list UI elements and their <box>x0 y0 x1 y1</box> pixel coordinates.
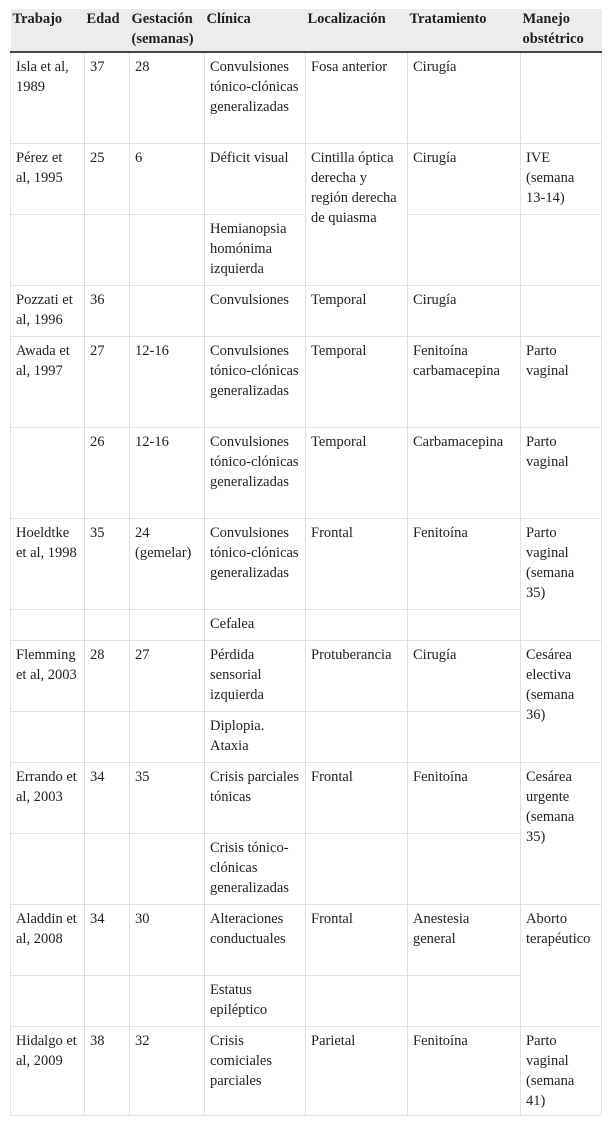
cell-gestacion <box>130 214 205 285</box>
cell-localizacion: Temporal <box>306 285 408 336</box>
cell-gestacion <box>130 975 205 1026</box>
cell-localizacion: Temporal <box>306 336 408 427</box>
cell-manejo: IVE (semana 13-14) <box>521 143 602 214</box>
cell-gestacion <box>130 285 205 336</box>
cell-gestacion: 12-16 <box>130 336 205 427</box>
cell-edad: 25 <box>85 143 130 214</box>
cell-trabajo: Pozzati et al, 1996 <box>11 285 85 336</box>
cell-tratamiento <box>408 711 521 762</box>
cell-trabajo: Aladdin et al, 2008 <box>11 904 85 975</box>
cell-tratamiento: Carbamacepina <box>408 427 521 518</box>
header-clinica: Clínica <box>205 9 306 52</box>
cell-manejo <box>521 285 602 336</box>
cell-tratamiento: Cirugía <box>408 143 521 214</box>
cell-gestacion <box>130 711 205 762</box>
cell-edad: 28 <box>85 640 130 711</box>
cell-trabajo <box>11 833 85 904</box>
cell-trabajo: Isla et al, 1989 <box>11 52 85 143</box>
cell-edad <box>85 711 130 762</box>
cell-tratamiento <box>408 609 521 640</box>
table-row <box>11 518 602 609</box>
cell-tratamiento: Cirugía <box>408 285 521 336</box>
cell-manejo <box>521 214 602 285</box>
cell-trabajo: Errando et al, 2003 <box>11 762 85 833</box>
cell-gestacion: 24 (gemelar) <box>130 518 205 609</box>
cell-gestacion: 35 <box>130 762 205 833</box>
cell-manejo: Cesárea electiva (semana 36) <box>521 640 602 762</box>
cell-trabajo: Hidalgo et al, 2009 <box>11 1026 85 1115</box>
cell-localizacion <box>306 609 408 640</box>
cell-manejo: Parto vaginal (semana 35) <box>521 518 602 640</box>
cell-localizacion: Cintilla óptica derecha y región derecha de quiasma <box>306 143 408 285</box>
table-row <box>11 285 602 336</box>
cell-clinica: Déficit visual <box>205 143 306 214</box>
cell-manejo: Aborto terapéutico <box>521 904 602 1026</box>
table-row <box>11 833 602 904</box>
cell-edad <box>85 975 130 1026</box>
cell-tratamiento: Fenitoína <box>408 762 521 833</box>
cell-manejo: Cesárea urgente (semana 35) <box>521 762 602 904</box>
cell-tratamiento: Cirugía <box>408 640 521 711</box>
cell-tratamiento: Fenitoína carbamacepina <box>408 336 521 427</box>
table-row <box>11 609 602 640</box>
cell-manejo <box>521 52 602 143</box>
cell-trabajo <box>11 214 85 285</box>
cell-localizacion <box>306 833 408 904</box>
table-row <box>11 975 602 1026</box>
case-table <box>10 9 602 1116</box>
cell-clinica: Estatus epiléptico <box>205 975 306 1026</box>
cell-clinica: Hemianopsia homónima izquierda <box>205 214 306 285</box>
cell-trabajo <box>11 427 85 518</box>
cell-localizacion: Frontal <box>306 904 408 975</box>
cell-edad: 34 <box>85 904 130 975</box>
cell-edad: 36 <box>85 285 130 336</box>
cell-localizacion: Frontal <box>306 518 408 609</box>
cell-clinica: Convulsiones tónico-clónicas generalizadas <box>205 336 306 427</box>
cell-edad: 35 <box>85 518 130 609</box>
cell-manejo: Parto vaginal (semana 41) <box>521 1026 602 1115</box>
cell-localizacion: Parietal <box>306 1026 408 1115</box>
cell-clinica: Crisis comiciales parciales <box>205 1026 306 1115</box>
header-tratamiento: Tratamiento <box>408 9 521 52</box>
cell-tratamiento: Fenitoína <box>408 518 521 609</box>
cell-manejo: Parto vaginal <box>521 336 602 427</box>
header-row <box>11 9 602 52</box>
cell-trabajo <box>11 609 85 640</box>
table-row <box>11 711 602 762</box>
cell-trabajo: Hoeldtke et al, 1998 <box>11 518 85 609</box>
cell-edad: 34 <box>85 762 130 833</box>
header-gestacion: Gestación (semanas) <box>130 9 205 52</box>
header-localizacion: Localización <box>306 9 408 52</box>
cell-gestacion: 30 <box>130 904 205 975</box>
cell-tratamiento <box>408 975 521 1026</box>
cell-edad: 27 <box>85 336 130 427</box>
table-row <box>11 904 602 975</box>
cell-tratamiento <box>408 214 521 285</box>
header-trabajo: Trabajo <box>11 9 85 52</box>
cell-clinica: Convulsiones <box>205 285 306 336</box>
cell-clinica: Convulsiones tónico-clónicas generalizadas <box>205 427 306 518</box>
cell-trabajo: Pérez et al, 1995 <box>11 143 85 214</box>
cell-gestacion: 32 <box>130 1026 205 1115</box>
cell-clinica: Alteraciones conductuales <box>205 904 306 975</box>
cell-edad: 26 <box>85 427 130 518</box>
header-edad: Edad <box>85 9 130 52</box>
cell-localizacion: Frontal <box>306 762 408 833</box>
cell-clinica: Convulsiones tónico-clónicas generalizadas <box>205 518 306 609</box>
cell-clinica: Diplopia. Ataxia <box>205 711 306 762</box>
cell-localizacion <box>306 975 408 1026</box>
cell-gestacion: 12-16 <box>130 427 205 518</box>
cell-localizacion: Temporal <box>306 427 408 518</box>
cell-gestacion: 6 <box>130 143 205 214</box>
cell-clinica: Cefalea <box>205 609 306 640</box>
cell-gestacion: 28 <box>130 52 205 143</box>
cell-clinica: Crisis tónico-clónicas generalizadas <box>205 833 306 904</box>
table-row <box>11 143 602 214</box>
cell-edad <box>85 609 130 640</box>
cell-manejo: Parto vaginal <box>521 427 602 518</box>
cell-clinica: Crisis parciales tónicas <box>205 762 306 833</box>
table-row <box>11 640 602 711</box>
table-row <box>11 52 602 143</box>
table-row <box>11 1026 602 1115</box>
header-manejo: Manejo obstétrico <box>521 9 602 52</box>
cell-gestacion <box>130 609 205 640</box>
cell-edad <box>85 214 130 285</box>
cell-edad: 37 <box>85 52 130 143</box>
cell-tratamiento: Anestesia general <box>408 904 521 975</box>
table-row <box>11 762 602 833</box>
cell-clinica: Convulsiones tónico-clónicas generalizadas <box>205 52 306 143</box>
cell-trabajo <box>11 711 85 762</box>
case-table-container <box>10 9 601 1116</box>
cell-trabajo: Flemming et al, 2003 <box>11 640 85 711</box>
cell-tratamiento <box>408 833 521 904</box>
cell-gestacion <box>130 833 205 904</box>
table-row <box>11 427 602 518</box>
cell-tratamiento: Cirugía <box>408 52 521 143</box>
cell-localizacion: Protuberancia <box>306 640 408 711</box>
cell-clinica: Pérdida sensorial izquierda <box>205 640 306 711</box>
cell-edad <box>85 833 130 904</box>
table-row <box>11 336 602 427</box>
cell-trabajo: Awada et al, 1997 <box>11 336 85 427</box>
cell-trabajo <box>11 975 85 1026</box>
cell-tratamiento: Fenitoína <box>408 1026 521 1115</box>
cell-localizacion <box>306 711 408 762</box>
cell-gestacion: 27 <box>130 640 205 711</box>
cell-edad: 38 <box>85 1026 130 1115</box>
cell-localizacion: Fosa anterior <box>306 52 408 143</box>
